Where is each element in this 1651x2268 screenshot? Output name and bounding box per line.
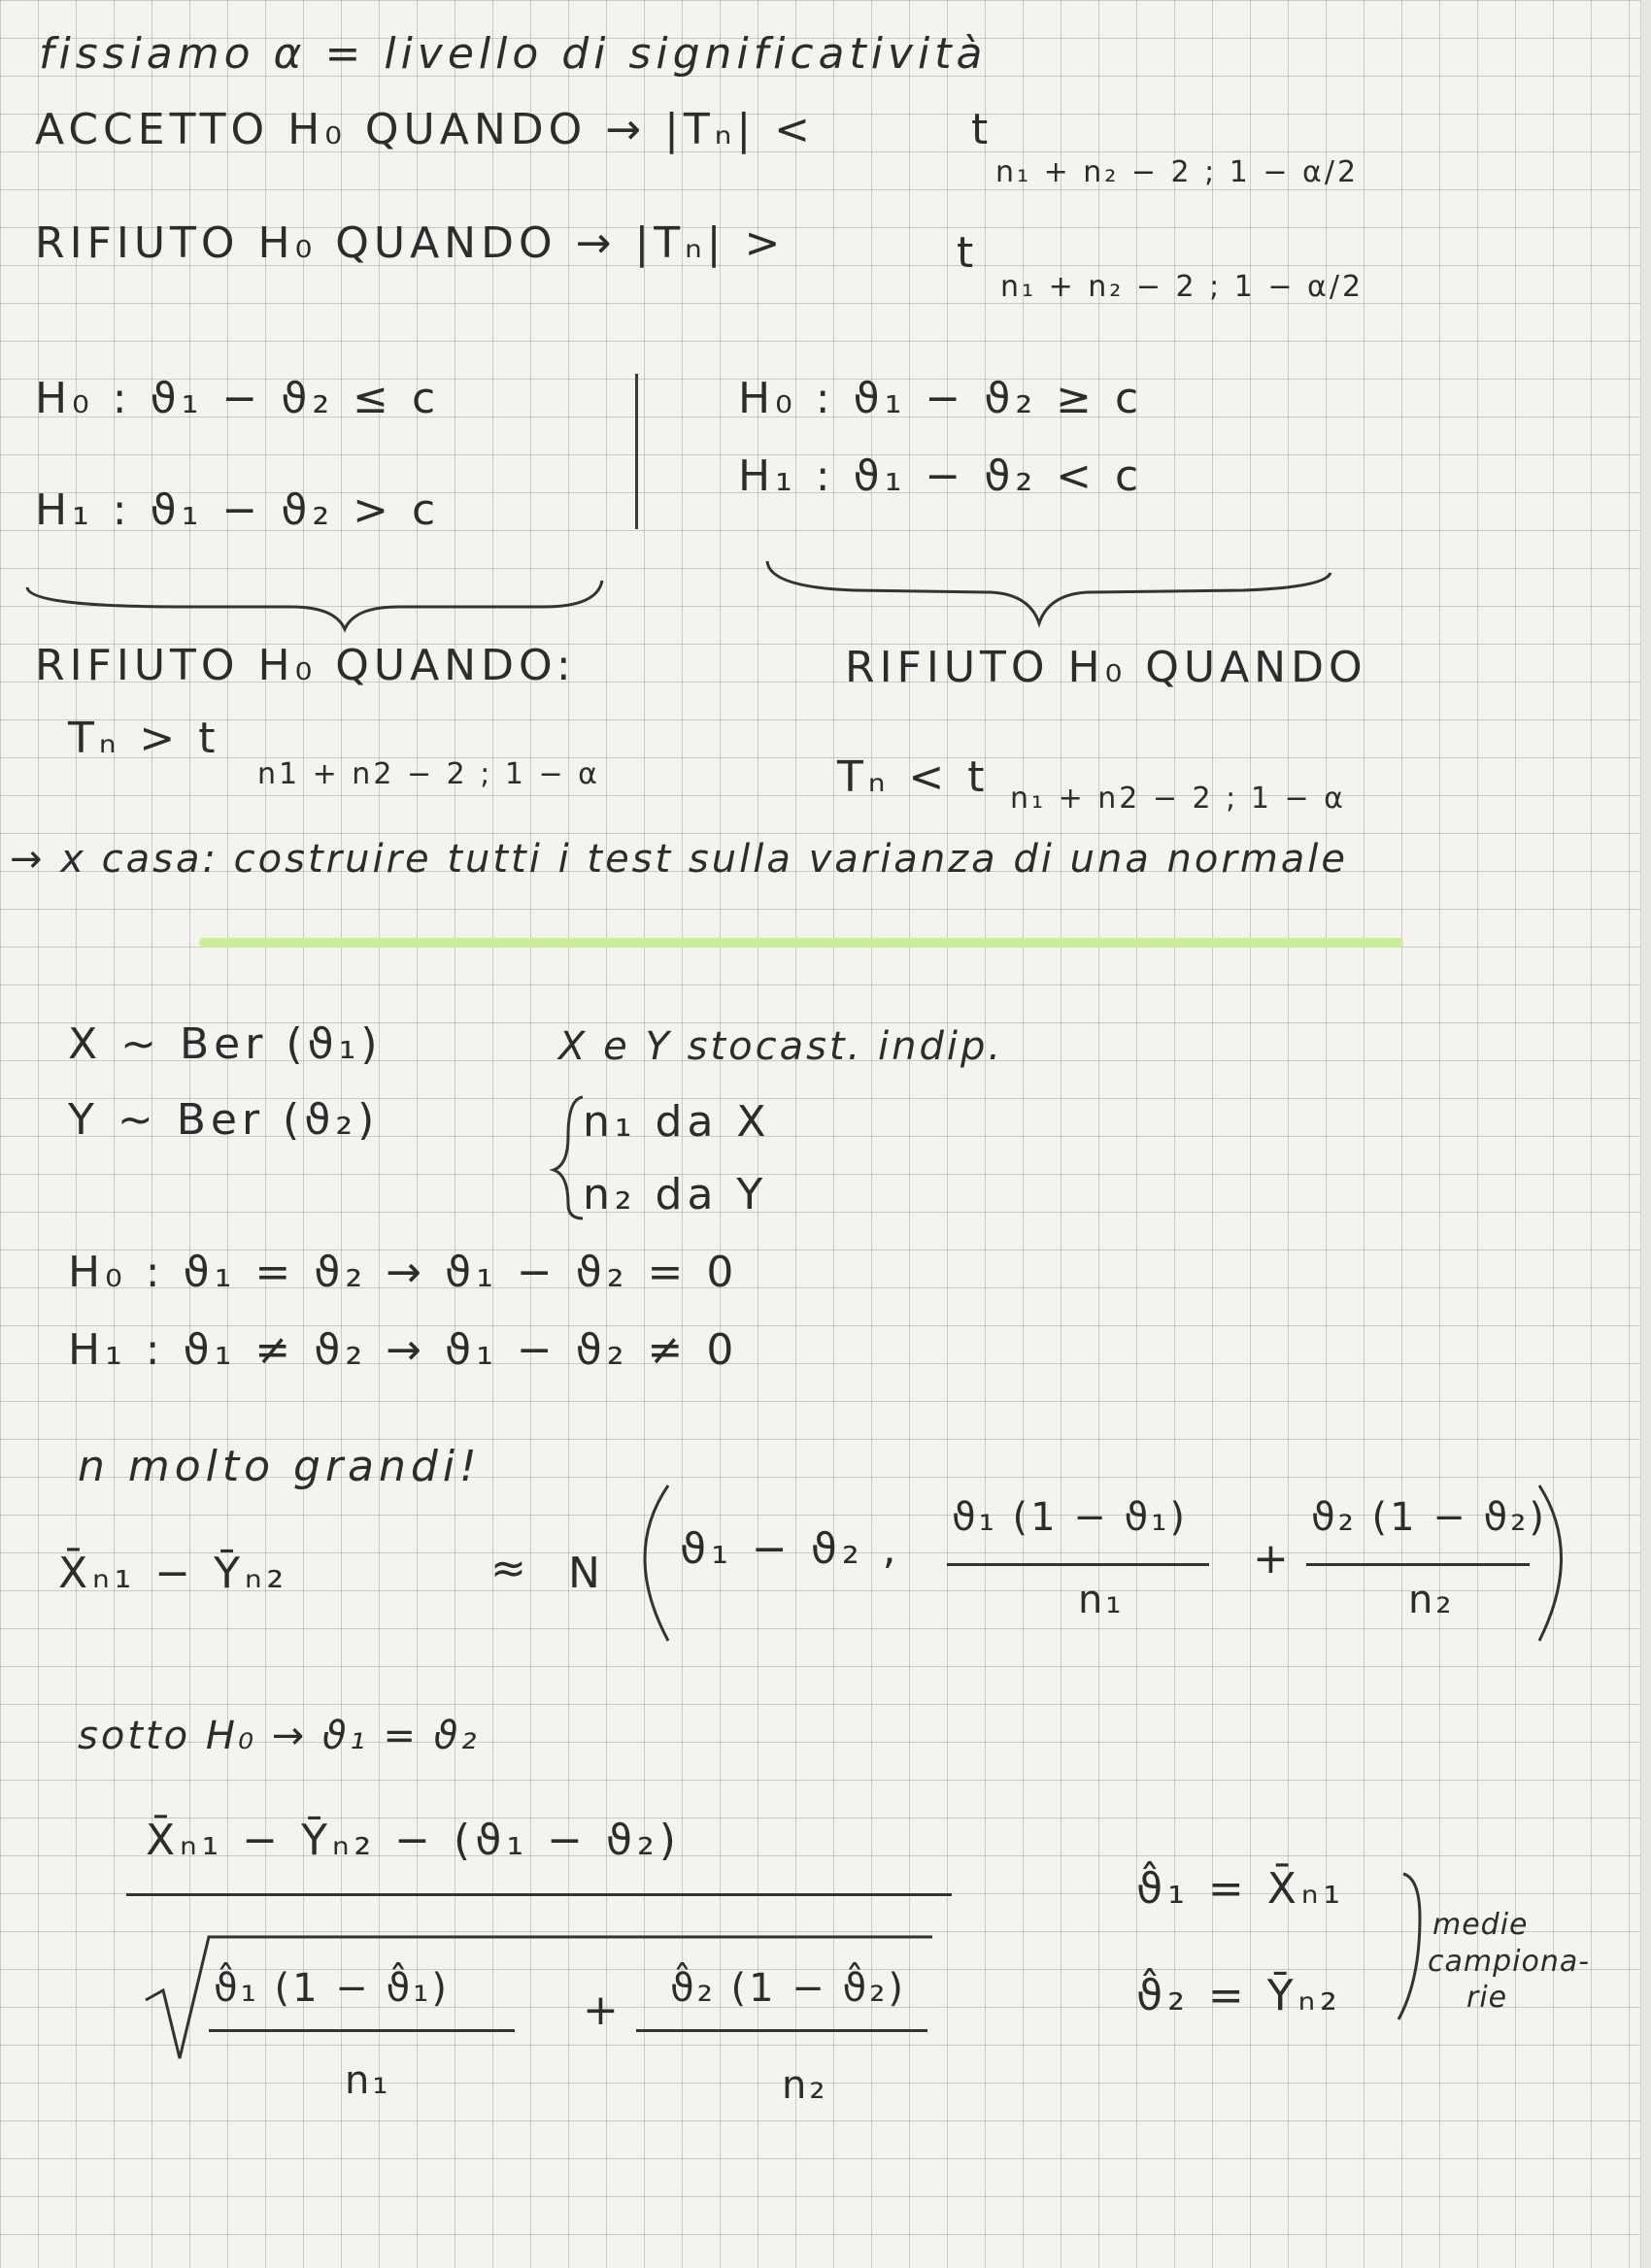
n1-sample: n₁ da X xyxy=(583,1097,771,1147)
normal-symbol: N xyxy=(568,1549,605,1598)
stat-var2-denominator: n₂ xyxy=(782,2063,828,2108)
estimator-note-3: rie xyxy=(1466,1981,1508,2015)
statistic-numerator: X̄ₙ₁ − Ȳₙ₂ − (ϑ₁ − ϑ₂) xyxy=(146,1816,681,1865)
h0-equality: H₀ : ϑ₁ = ϑ₂ → ϑ₁ − ϑ₂ = 0 xyxy=(68,1248,739,1297)
difference-of-means: X̄ₙ₁ − Ȳₙ₂ xyxy=(58,1549,289,1598)
mean-term: ϑ₁ − ϑ₂ , xyxy=(680,1524,901,1574)
reject-h0-line: RIFIUTO H₀ QUANDO → |Tₙ| > xyxy=(35,218,786,268)
reject-left-title: RIFIUTO H₀ QUANDO: xyxy=(35,641,576,690)
accept-t-subscript: n₁ + n₂ − 2 ; 1 − α/2 xyxy=(995,155,1360,189)
h0-left-hypothesis: H₀ : ϑ₁ − ϑ₂ ≤ c xyxy=(35,374,441,423)
green-highlighter-line xyxy=(199,938,1403,948)
estimator-note-2: campiona- xyxy=(1428,1945,1591,1979)
stat-var2-numerator: ϑ̂₂ (1 − ϑ̂₂) xyxy=(670,1966,906,2011)
approx-symbol: ≈ xyxy=(490,1544,531,1593)
large-n-note: n molto grandi! xyxy=(78,1442,482,1491)
independence-note: X e Y stocast. indip. xyxy=(558,1024,1004,1069)
h1-right-hypothesis: H₁ : ϑ₁ − ϑ₂ < c xyxy=(738,451,1144,501)
left-curly-brace xyxy=(27,581,602,629)
n2-sample: n₂ da Y xyxy=(583,1170,768,1219)
accept-t-symbol: t xyxy=(971,105,994,154)
reject-left-subscript: n1 + n2 − 2 ; 1 − α xyxy=(257,757,600,791)
stat-var2-fraction-bar xyxy=(636,2029,927,2032)
estimator-theta1: ϑ̂₁ = X̄ₙ₁ xyxy=(1136,1864,1346,1914)
h1-left-hypothesis: H₁ : ϑ₁ − ϑ₂ > c xyxy=(35,485,441,535)
estimator-theta2: ϑ̂₂ = Ȳₙ₂ xyxy=(1136,1971,1342,2020)
variance2-denominator: n₂ xyxy=(1408,1578,1455,1622)
reject-right-subscript: n₁ + n2 − 2 ; 1 − α xyxy=(1010,782,1346,816)
normal-open-paren xyxy=(645,1485,668,1641)
stat-var1-fraction-bar xyxy=(209,2029,515,2032)
x-distribution: X ~ Ber (ϑ₁) xyxy=(68,1019,383,1069)
statistic-fraction-bar xyxy=(126,1893,952,1896)
reject-left-condition: Tₙ > t xyxy=(68,714,220,763)
stat-var1-numerator: ϑ̂₁ (1 − ϑ̂₁) xyxy=(214,1966,450,2011)
plus-sign: + xyxy=(1253,1534,1294,1584)
right-curly-brace xyxy=(767,561,1331,623)
h0-right-hypothesis: H₀ : ϑ₁ − ϑ₂ ≥ c xyxy=(738,374,1144,423)
variance1-fraction-bar xyxy=(947,1563,1209,1566)
homework-note: → x casa: costruire tutti i test sulla varianza di una normale xyxy=(10,837,1349,882)
variance2-numerator: ϑ₂ (1 − ϑ₂) xyxy=(1311,1495,1547,1540)
variance1-numerator: ϑ₁ (1 − ϑ₁) xyxy=(952,1495,1188,1540)
reject-t-symbol: t xyxy=(957,228,979,278)
estimator-note-1: medie xyxy=(1432,1908,1529,1942)
accept-h0-line: ACCETTO H₀ QUANDO → |Tₙ| < xyxy=(35,105,815,154)
y-distribution: Y ~ Ber (ϑ₂) xyxy=(68,1095,380,1145)
stat-var1-denominator: n₁ xyxy=(345,2058,391,2103)
reject-t-subscript: n₁ + n₂ − 2 ; 1 − α/2 xyxy=(1000,270,1365,304)
stat-plus-sign: + xyxy=(583,1985,623,2035)
variance1-denominator: n₁ xyxy=(1078,1578,1125,1622)
reject-right-title: RIFIUTO H₀ QUANDO xyxy=(845,643,1367,692)
under-h0-note: sotto H₀ → ϑ₁ = ϑ₂ xyxy=(78,1714,480,1758)
sample-brace xyxy=(554,1097,583,1218)
estimator-brace xyxy=(1398,1874,1420,2019)
variance2-fraction-bar xyxy=(1306,1563,1530,1566)
h1-inequality: H₁ : ϑ₁ ≠ ϑ₂ → ϑ₁ − ϑ₂ ≠ 0 xyxy=(68,1325,739,1375)
significance-line: fissiamo α = livello di significatività xyxy=(39,29,988,79)
reject-right-condition: Tₙ < t xyxy=(837,752,990,802)
